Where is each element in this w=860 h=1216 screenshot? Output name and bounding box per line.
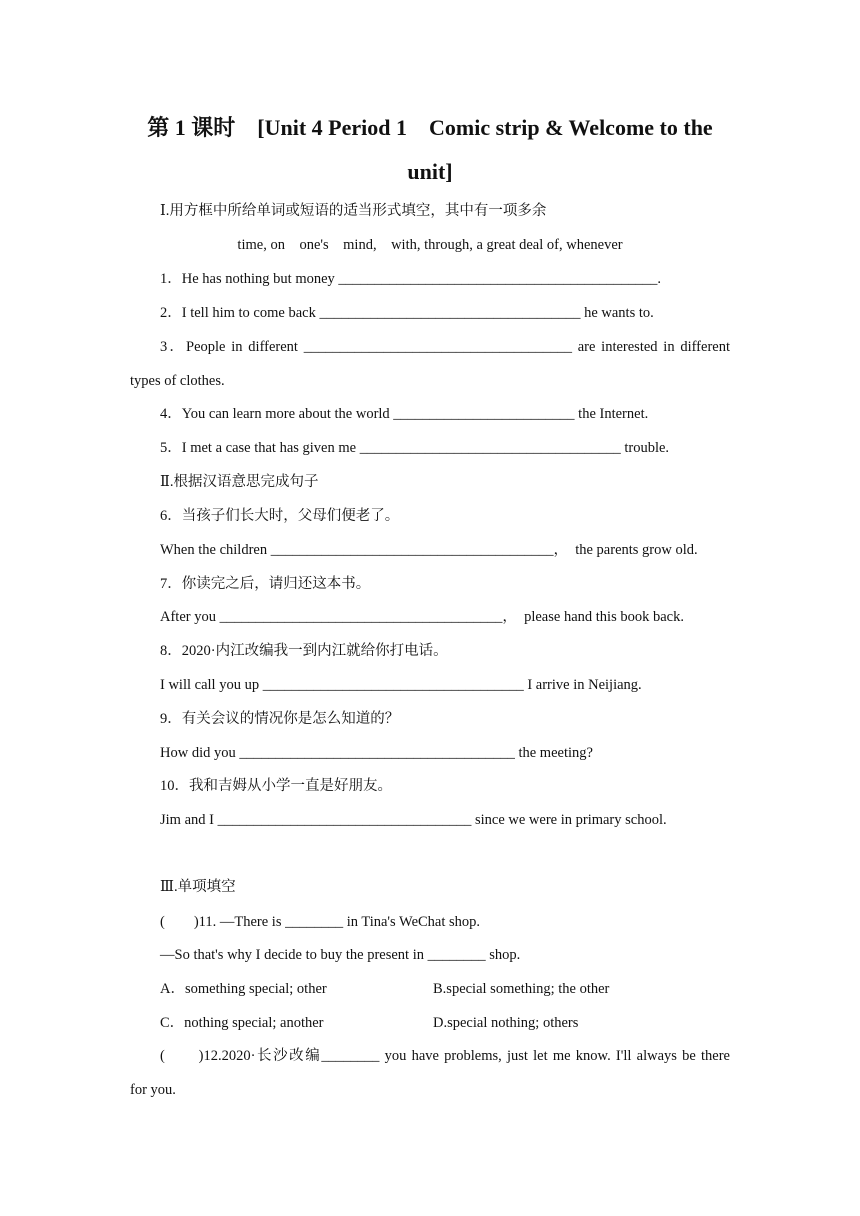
question-8-english: I will call you up ____________________________________ I arrive in Neijiang. <box>160 677 642 693</box>
question-9-english: How did you ______________________________________ the meeting? <box>160 745 593 761</box>
question-7-chinese: 7．你读完之后，请归还这本书。 <box>160 576 371 592</box>
question-11-option-a: A．something special; other <box>160 981 327 997</box>
question-8-chinese: 8．2020·内江改编我一到内江就给你打电话。 <box>160 643 448 659</box>
question-2: 2．I tell him to come back ____________________________________ he wants to. <box>160 305 654 321</box>
question-1: 1．He has nothing but money ____________________________________________. <box>160 271 662 287</box>
question-11-option-b: B.special something; the other <box>433 981 610 997</box>
question-10-english: Jim and I ___________________________________ since we were in primary school. <box>160 812 667 828</box>
question-11-option-d: D.special nothing; others <box>433 1015 579 1031</box>
question-11-stem: ( )11. —There is ________ in Tina's WeChat shop. <box>160 914 481 930</box>
question-7-english: After you _______________________________________， please hand this book back. <box>160 609 684 625</box>
question-6-chinese: 6．当孩子们长大时，父母们便老了。 <box>160 508 400 524</box>
section-2-heading: Ⅱ.根据汉语意思完成句子 <box>160 474 319 490</box>
question-10-chinese: 10．我和吉姆从小学一直是好朋友。 <box>160 778 392 794</box>
question-12-stem: ( )12.2020·长沙改编________ you have problems, just let me know. I'll always be there <box>160 1048 730 1064</box>
question-12-stem-continued: for you. <box>130 1082 176 1098</box>
question-11-stem-reply: —So that's why I decide to buy the present in ________ shop. <box>160 947 521 963</box>
word-box: time, on one's mind, with, through, a great deal of, whenever <box>237 237 623 253</box>
question-5: 5．I met a case that has given me ____________________________________ trouble. <box>160 440 670 456</box>
section-1-heading: Ⅰ.用方框中所给单词或短语的适当形式填空，其中有一项多余 <box>160 203 547 219</box>
page-title-continued: unit] <box>407 159 453 184</box>
question-9-chinese: 9．有关会议的情况你是怎么知道的？ <box>160 711 400 727</box>
question-4: 4．You can learn more about the world _________________________ the Internet. <box>160 406 649 422</box>
question-11-option-c: C．nothing special; another <box>160 1015 324 1031</box>
question-3: 3．People in different _____________________________________ are interested in different <box>160 339 730 355</box>
question-6-english: When the children _______________________________________， the parents grow old. <box>160 542 698 558</box>
page-title: 第 1 课时 [Unit 4 Period 1 Comic strip & Welcome to the <box>147 115 713 140</box>
question-3-continued: types of clothes. <box>130 373 225 389</box>
section-3-heading: Ⅲ.单项填空 <box>160 879 236 895</box>
